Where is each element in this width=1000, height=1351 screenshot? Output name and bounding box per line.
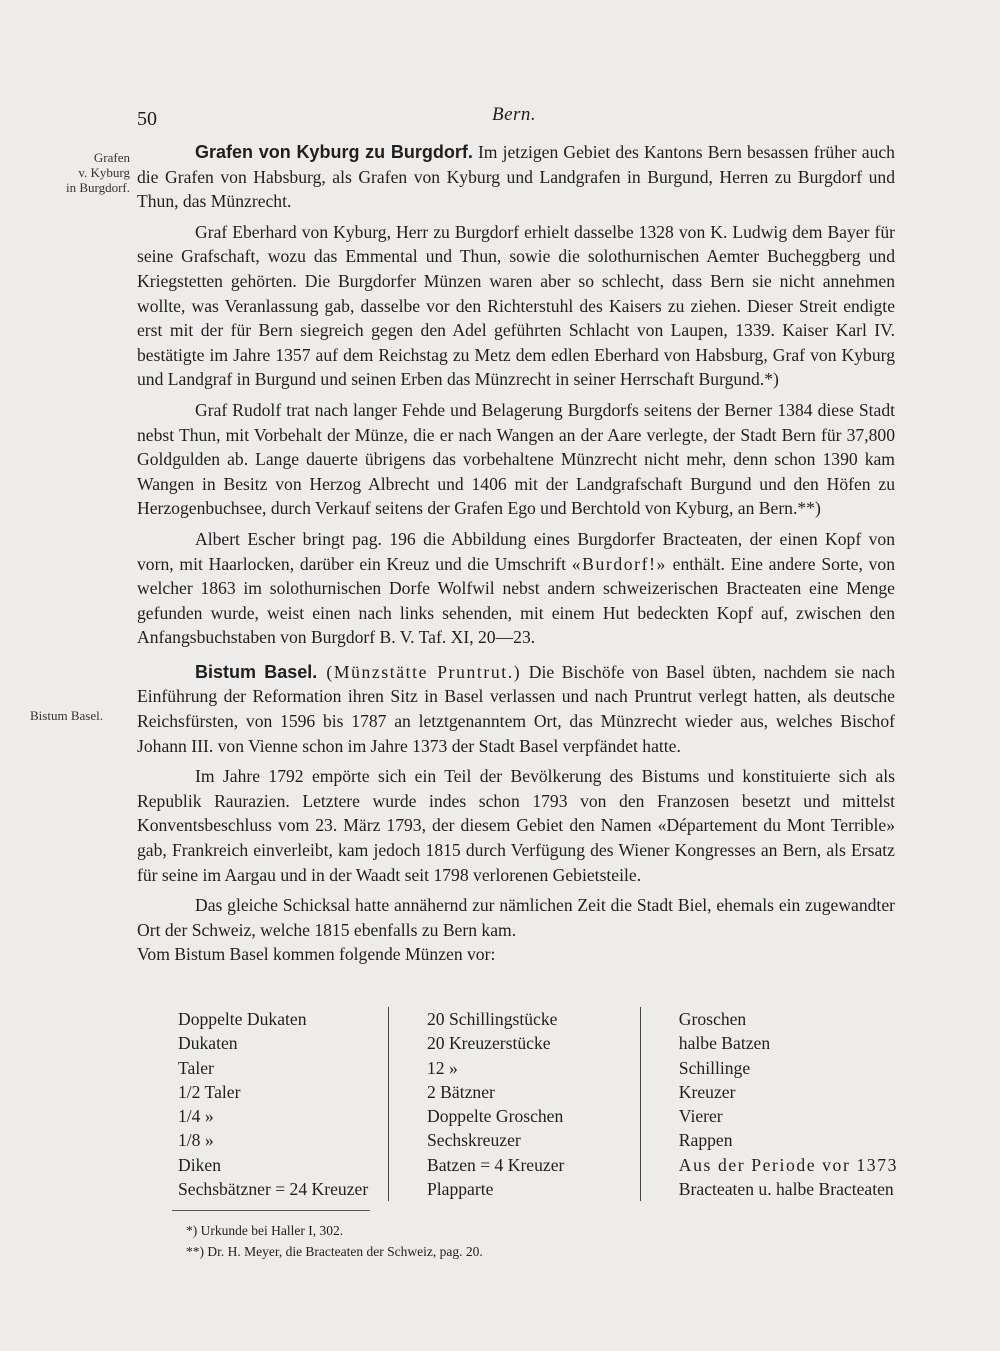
section-heading-basel: Bistum Basel.	[195, 661, 318, 682]
running-title: Bern.	[492, 104, 537, 125]
coin-item: halbe Batzen	[678, 1033, 771, 1054]
coin-item: 20 Kreuzerstücke	[426, 1033, 551, 1054]
paragraph-text: Im jetzigen Gebiet des Kantons Bern besassen früher auch die Grafen von Habsburg, als Grafen von Kyburg und Landgrafen in Burgund, Herren zu Burgdorf und Thun, das Münzrecht.	[137, 142, 895, 212]
coin-item: Sechsbätzner = 24 Kreuzer	[178, 1179, 369, 1200]
paragraph-text: Die Bischöfe von Basel übten, nachdem sie nach Einführung der Reformation ihren Sitz in Basel verlassen und nach Pruntrut verlegt hatten, als deutsche Reichsfürsten, von 1596 bis 1787 an letztgenanntem Ort, das Münzrecht wieder aus, welches Bischof Johann III. von Vienne schon im Jahre 1373 der Stadt Basel verpfändet hatte.	[137, 661, 896, 756]
paragraph-eberhard: Graf Eberhard von Kyburg, Herr zu Burgdorf erhielt dasselbe 1328 von K. Ludwig dem Bayer für seine Grafschaft, wozu das Emmental und Thun, sowie die solothurnischen Aemter Bucheggberg und Kriegstetten gehörten. Die Burgdorfer Münzen waren aber so schlecht, dass Bern sie nicht annehmen wollte, was Veranlassung gab, dasselbe vor den Richterstuhl des Kaisers zu ziehen. Dieser Streit endigte erst mit der für Bern siegreich gegen den Adel geführten Schlacht von Laupen, 1339. Kaiser Karl IV. bestätigte im Jahre 1357 auf dem Reichstag zu Metz dem edlen Eberhard von Habsburg, Graf von Kyburg und Landgraf in Burgund und seinen Erben das Münzrecht in seiner Herrschaft Burgund.*)	[137, 221, 895, 390]
paragraph-basel-intro	[137, 660, 895, 758]
margin-note-kyburg	[40, 150, 130, 195]
coin-item: Sechskreuzer	[426, 1130, 521, 1151]
paragraph-coins-intro: Vom Bistum Basel kommen folgende Münzen vor:	[137, 944, 496, 965]
inscription-text: «Burdorf!»	[571, 553, 667, 574]
coin-item: 12 »	[426, 1057, 458, 1078]
margin-note-line: Grafen	[93, 150, 130, 165]
margin-note-basel	[30, 708, 145, 723]
coin-item: 2 Bätzner	[426, 1081, 495, 1102]
paragraph-kyburg-intro	[137, 140, 895, 214]
paragraph-escher	[137, 527, 895, 650]
coin-item: Taler	[178, 1057, 214, 1078]
coin-item: Plapparte	[426, 1179, 494, 1200]
margin-note-line: Bistum Basel.	[30, 708, 103, 723]
coin-item: Kreuzer	[678, 1081, 736, 1102]
coin-item: Schillinge	[678, 1057, 751, 1078]
coin-item: Doppelte Groschen	[426, 1106, 564, 1127]
coin-item: 1/2 Taler	[178, 1081, 241, 1102]
coin-column	[641, 1007, 898, 1201]
paragraph-raurazien: Im Jahre 1792 empörte sich ein Teil der Bevölkerung des Bistums und konstituierte sich als Republik Raurazien. Letztere wurde indes schon 1793 von den Franzosen besetzt und mittelst Konventsbeschluss vom 23. März 1793, der diesem Gebiet den Namen «Département du Mont Terrible» gab, Frankreich einverleibt, kam jedoch 1815 durch Verfügung des Wiener Kongresses an Bern, als Ersatz für seine im Aargau und in der Waadt seit 1798 verlorenen Gebietsteile.	[137, 766, 895, 885]
margin-note-line: v. Kyburg	[78, 165, 130, 180]
paragraph-text: enthält. Eine andere Sorte, von welcher 1863 im solothurnischen Dorfe Wolfwil nebst andern schweizerischen Bracteaten eine Menge gefunden wurde, weist einen nach links sehenden, mit einem Hut bedeckten Kopf auf, zwischen den Anfangsbuchstaben von Burgdorf B. V. Taf. XI, 20—23.	[137, 553, 895, 648]
paragraph-biel: Das gleiche Schicksal hatte annähernd zur nämlichen Zeit die Stadt Biel, ehemals ein zugewandter Ort der Schweiz, welche 1815 ebenfalls zu Bern kam.	[137, 895, 895, 940]
coin-column	[389, 1007, 641, 1201]
coin-item: Dukaten	[178, 1033, 238, 1054]
coin-item: Diken	[178, 1154, 221, 1175]
margin-note-line: in Burgdorf.	[65, 180, 130, 195]
footnotes	[186, 1220, 483, 1262]
mint-location: (Münzstätte Pruntrut.)	[317, 661, 522, 682]
main-text	[137, 140, 895, 967]
page-number: 50	[137, 108, 157, 130]
coin-item: Doppelte Dukaten	[178, 1009, 307, 1029]
paragraph-rudolf: Graf Rudolf trat nach langer Fehde und Belagerung Burgdorfs seitens der Berner 1384 diese Stadt nebst Thun, mit Vorbehalt der Münze, die er nach Wangen an der Aare verlegte, der Stadt Bern für 37,800 Goldgulden ab. Lange dauerte übrigens das vorbehaltene Münzrecht nicht mehr, denn schon 1390 kam Wangen in Besitz von Herzog Albrecht und 1406 mit der Landgrafschaft Burgund und den Höfen zu Herzogenbuchsee, durch Verkauf seitens der Grafen Ego und Berchtold von Kyburg, an Bern.**)	[137, 399, 895, 519]
coin-item: 20 Schillingstücke	[426, 1009, 558, 1029]
coin-table	[178, 1007, 898, 1201]
coin-item: 1/8 »	[178, 1130, 214, 1151]
paragraph-text: Albert Escher bringt pag. 196 die Abbildung eines Burgdorfer Bracteaten, der einen Kopf von vorn, mit Haarlocken, darüber ein Kreuz und die Umschrift	[137, 528, 895, 574]
coin-column	[178, 1007, 389, 1201]
footnote: *) Urkunde bei Haller I, 302.	[186, 1223, 344, 1238]
section-heading-kyburg: Grafen von Kyburg zu Burgdorf.	[195, 142, 473, 162]
footnote-divider	[172, 1210, 370, 1211]
coin-item: Bracteaten u. halbe Bracteaten	[678, 1179, 894, 1200]
coin-item: Vierer	[678, 1106, 723, 1127]
footnote: **) Dr. H. Meyer, die Bracteaten der Schweiz, pag. 20.	[186, 1244, 483, 1259]
coin-item: Batzen = 4 Kreuzer	[426, 1154, 565, 1175]
coin-item: Rappen	[678, 1130, 733, 1151]
coin-item: Groschen	[678, 1009, 747, 1029]
coin-item: Aus der Periode vor 1373	[678, 1154, 898, 1175]
coin-item: 1/4 »	[178, 1106, 214, 1127]
